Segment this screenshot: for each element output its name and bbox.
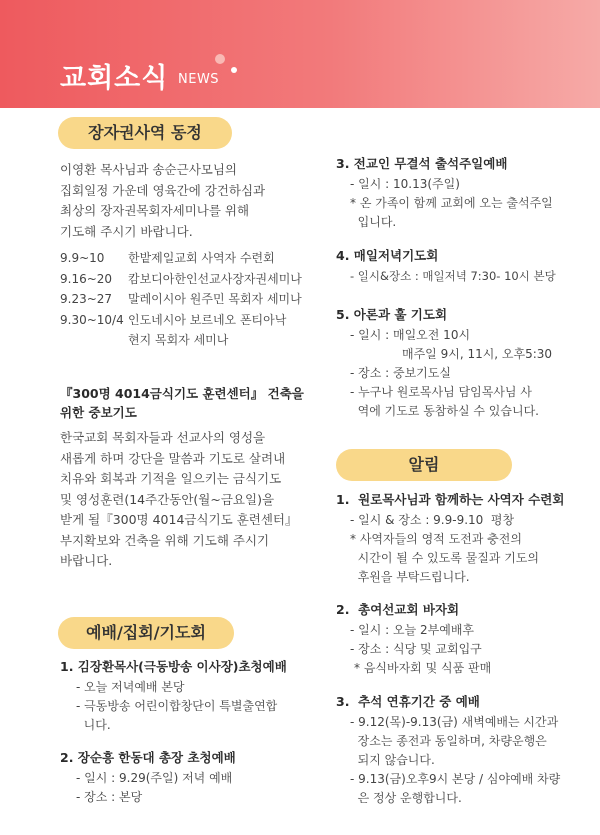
section-pill-worship: 예배/집회/기도회 [58,617,234,649]
section-pill-notice: 알림 [336,449,512,481]
schedule-row: 현지 목회자 세미나 [128,333,229,347]
section-5-lines: - 일시 : 매일오전 10시 매주일 9시, 11시, 오후5:30 - 장소 : 중보기도실 - 누구나 원로목사님 담임목사님 사 역에 기도로 동참하실 수 있습니다. [350,328,553,418]
schedule-row: 9.23~27 말레이시아 원주민 목회자 세미나 [60,292,302,306]
section-4-title: 4. 매일저녁기도회 [336,248,439,263]
notice-1-title: 1. 원로목사님과 함께하는 사역자 수련회 [336,492,565,507]
intro-line: 기도해 주시기 바랍니다. [60,223,193,239]
intro-line: 최상의 장자권목회자세미나를 위해 [60,203,250,218]
intro-paragraph [60,160,330,242]
notice-3-lines: - 9.12(목)-9.13(금) 새벽예배는 시간과 장소는 종전과 동일하며, 차량운행은 되지 않습니다. - 9.13(금)오후9시 본당 / 심야예배 차량 은 정상 운행합니다. [350,715,561,805]
notice-3-title: 3. 추석 연휴기간 중 예배 [336,694,480,709]
header-subtitle: NEWS [178,72,220,87]
decor-dot-pink [215,54,225,64]
section-3-title: 3. 전교인 무결석 출석주일예배 [336,156,508,171]
item-lines: - 일시 : 9.29(주일) 저녁 예배 - 장소 : 본당 [76,771,233,804]
prayer-center-title: 『300명 4014금식기도 훈련센터』 건축을 위한 중보기도 [60,386,304,420]
news-header [0,0,600,108]
notice-2-title: 2. 총여선교회 바자회 [336,602,460,617]
intro-line: 집회일정 가운데 영육간에 강건하심과 [60,182,266,198]
section-pill-jangjakwon: 장자권사역 동정 [58,117,232,149]
notice-2-lines: - 일시 : 오늘 2부예배후 - 장소 : 식당 및 교회입구 * 음식바자회 및 식품 판매 [350,623,492,675]
schedule-row: 9.9~10 한밭제일교회 사역자 수련회 [60,251,275,265]
intro-line: 이영환 목사님과 송순근사모님의 [60,162,237,177]
item-lines: - 오늘 저녁예배 본당 - 극동방송 어린이합창단이 특별출연합 니다. [76,680,278,732]
schedule-row: 9.16~20 캄보디아한인선교사장자권세미나 [60,271,302,286]
item-title: 1. 김장환목사(극동방송 이사장)초청예배 [60,659,287,674]
section-4-lines: - 일시&장소 : 매일저녁 7:30- 10시 본당 [350,269,556,283]
section-3-lines: - 일시 : 10.13(주일) * 온 가족이 함께 교회에 오는 출석주일 입니다. [350,177,553,229]
section-5-title: 5. 아론과 훌 기도회 [336,307,448,322]
decor-dot-white [231,67,237,73]
schedule-row: 9.30~10/4 인도네시아 보르네오 폰티아낙 [60,312,287,327]
item-title: 2. 장순흥 한동대 총장 초청예배 [60,750,236,765]
schedule-list [60,248,330,351]
header-title: 교회소식 [60,63,169,94]
prayer-center-body: 한국교회 목회자들과 선교사의 영성을 새롭게 하며 강단을 말씀과 기도로 살려내 치유와 회복과 기적을 일으키는 금식기도 및 영성훈련(14주간동안(월~금요일)을 받게 될『300명 4014금식기도 훈련센터』 부지확보와 건축을 위해 기도해 주시기 바랍니다. [60,430,298,568]
notice-1-lines: - 일시 & 장소 : 9.9-9.10 평창 * 사역자들의 영적 도전과 충전의 시간이 될 수 있도록 물질과 기도의 후원을 부탁드립니다. [350,513,539,584]
